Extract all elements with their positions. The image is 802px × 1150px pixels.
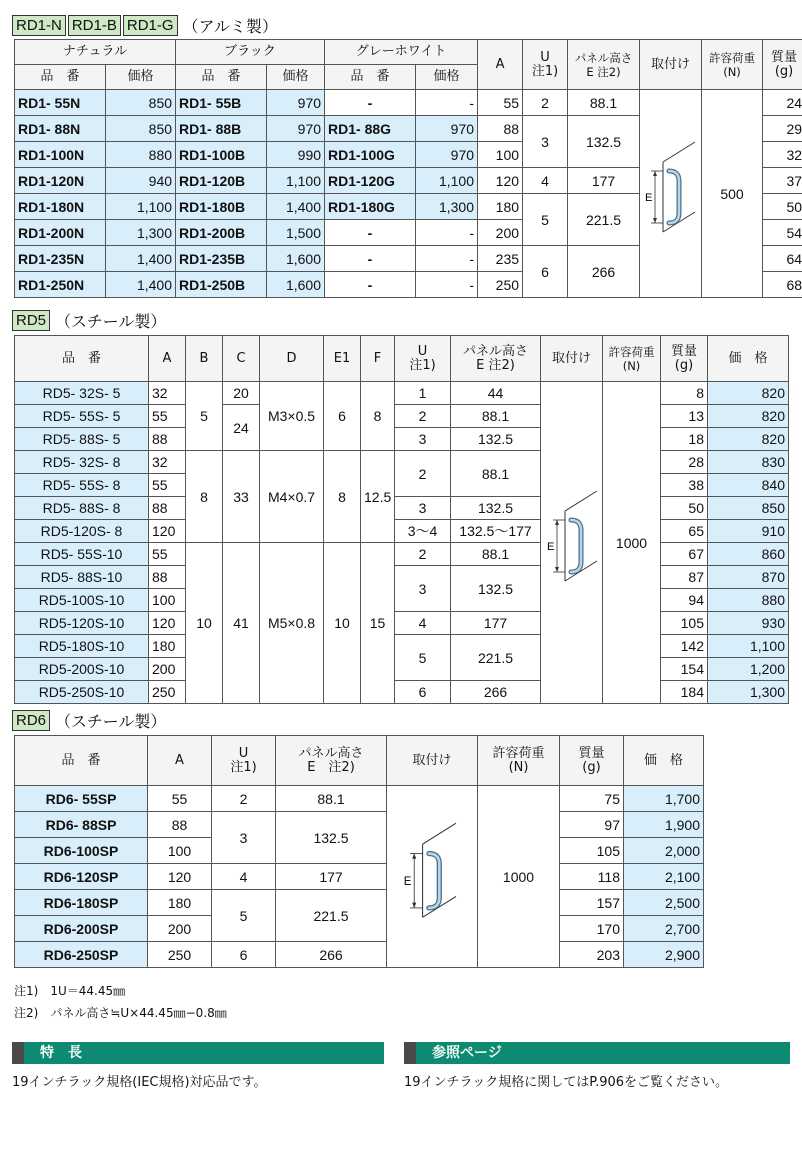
panel-height: 177 [451,612,541,635]
part-number: RD1- 55B [176,90,267,116]
footnote-1: 注1) 1U＝44.45㎜ [14,984,126,998]
features-heading: 特 長 [12,1042,384,1064]
dim-a: 55 [148,786,212,812]
part-number: RD1-100B [176,142,267,168]
material-label: （アルミ製） [182,16,278,36]
part-number: RD1-180B [176,194,267,220]
part-number: RD6-120SP [15,864,148,890]
panel-height: 88.1 [451,405,541,428]
dim-e1: 6 [324,382,361,451]
header-gray: グレーホワイト [325,40,478,65]
diagram-e-label: E [403,875,412,888]
table-row [15,90,802,116]
price: 1,600 [267,272,325,298]
features-text: 19インチラック規格(IEC規格)対応品です。 [12,1075,267,1090]
header-mass: 質量 (g) [560,736,624,786]
dim-a: 120 [148,864,212,890]
rd6-spec-table [14,735,704,968]
series-tag: RD6 [12,710,50,731]
part-number: RD1-120B [176,168,267,194]
dim-a: 32 [149,451,186,474]
diagram-e-label: E [645,192,653,204]
header-mass: 質量 (g) [763,40,802,90]
header-a: A [148,736,212,786]
panel-height: 177 [276,864,387,890]
dim-c: 20 [223,382,260,405]
panel-height: 88.1 [451,543,541,566]
price: 1,100 [267,168,325,194]
mass: 105 [661,612,708,635]
header-u: U 注1) [395,336,451,382]
mass: 184 [661,681,708,704]
header-f: F [361,336,395,382]
series-tag: RD1-N [12,15,66,36]
panel-height: 266 [276,942,387,968]
u-value: 3 [523,116,568,168]
u-value: 2 [395,451,451,497]
u-value: 6 [395,681,451,704]
price: 850 [708,497,789,520]
part-number: RD5- 88S-10 [15,566,149,589]
mass: 67 [661,543,708,566]
table-row [15,890,704,916]
price: 850 [106,90,176,116]
table-row [15,864,704,890]
price: 2,000 [624,838,704,864]
load-value: 1000 [478,786,560,968]
dim-a: 100 [148,838,212,864]
part-number: - [325,220,416,246]
table-row [15,405,789,428]
part-number: RD5- 88S- 8 [15,497,149,520]
part-number: RD1-235B [176,246,267,272]
part-number: RD5- 55S-10 [15,543,149,566]
mount-diagram-cell [541,382,603,704]
price: 2,900 [624,942,704,968]
dim-a: 100 [149,589,186,612]
diagram-e-label: E [547,541,555,553]
price: 1,300 [708,681,789,704]
price: 2,700 [624,916,704,942]
mass: 157 [560,890,624,916]
dim-a: 88 [149,566,186,589]
series-tag: RD1-G [123,15,178,36]
header-load: 許容荷重 (N) [478,736,560,786]
price: 870 [708,566,789,589]
load-value: 500 [702,90,763,298]
part-number: RD1- 55N [15,90,106,116]
price: 970 [267,116,325,142]
header-e1: E1 [324,336,361,382]
u-value: 5 [212,890,276,942]
header-mount: 取付け [541,336,603,382]
price: 880 [106,142,176,168]
part-number: RD1- 88G [325,116,416,142]
price: 940 [106,168,176,194]
price: 1,400 [267,194,325,220]
u-value: 3 [395,428,451,451]
panel-height: 132.5 [276,812,387,864]
table-row [15,566,789,589]
mass: 50 [763,194,802,220]
table-row [15,942,704,968]
price: 1,100 [106,194,176,220]
u-value: 4 [523,168,568,194]
panel-height: 88.1 [276,786,387,812]
price: 990 [267,142,325,168]
dim-a: 100 [478,142,523,168]
header-a: A [149,336,186,382]
header-mount: 取付け [640,40,702,90]
mount-diagram-cell [640,90,702,298]
u-value: 3 [212,812,276,864]
table-row [15,382,789,405]
dim-e1: 8 [324,451,361,543]
part-number: RD6- 55SP [15,786,148,812]
price: 1,300 [416,194,478,220]
price: 1,400 [106,272,176,298]
header-panel: パネル高さ E 注2) [451,336,541,382]
panel-height: 132.5 [451,497,541,520]
price: 830 [708,451,789,474]
header-black: ブラック [176,40,325,65]
dim-f: 8 [361,382,395,451]
u-value: 2 [395,543,451,566]
load-value: 1000 [603,382,661,704]
u-value: 6 [212,942,276,968]
table-row [15,612,789,635]
price: 820 [708,405,789,428]
panel-height: 221.5 [276,890,387,942]
price: 840 [708,474,789,497]
u-value: 6 [523,246,568,298]
mass: 68 [763,272,802,298]
header-price: 価 格 [708,336,789,382]
price: - [416,246,478,272]
dim-a: 200 [478,220,523,246]
header-part: 品 番 [15,736,148,786]
dim-a: 55 [149,405,186,428]
part-number: RD5- 32S- 8 [15,451,149,474]
reference-heading: 参照ページ [404,1042,790,1064]
dim-a: 250 [149,681,186,704]
header-part: 品 番 [176,65,267,90]
price: 850 [106,116,176,142]
u-value: 3 [395,497,451,520]
mass: 154 [661,658,708,681]
mass: 8 [661,382,708,405]
dim-d: M5×0.8 [260,543,324,704]
table-row [15,497,789,520]
part-number: RD5- 88S- 5 [15,428,149,451]
part-number: RD1-200B [176,220,267,246]
part-number: RD1-100G [325,142,416,168]
reference-text: 19インチラック規格に関してはP.906をご覧ください。 [404,1075,729,1090]
mass: 105 [560,838,624,864]
header-a: A [478,40,523,90]
rd5-spec-table [14,335,789,704]
header-b: B [186,336,223,382]
dim-a: 180 [148,890,212,916]
header-c: C [223,336,260,382]
dim-a: 55 [478,90,523,116]
mass: 97 [560,812,624,838]
panel-height: 221.5 [451,635,541,681]
mass: 65 [661,520,708,543]
header-price: 価格 [416,65,478,90]
mass: 118 [560,864,624,890]
dim-a: 120 [478,168,523,194]
dim-e1: 10 [324,543,361,704]
dim-b: 8 [186,451,223,543]
part-number: RD1- 88B [176,116,267,142]
dim-a: 120 [149,520,186,543]
header-natural: ナチュラル [15,40,176,65]
price: 880 [708,589,789,612]
series-tag: RD5 [12,310,50,331]
series-tag: RD1-B [68,15,121,36]
rd5-section-title [12,309,166,331]
header-mount: 取付け [387,736,478,786]
dim-a: 88 [478,116,523,142]
u-value: 4 [212,864,276,890]
panel-height: 132.5 [568,116,640,168]
mass: 142 [661,635,708,658]
mass: 18 [661,428,708,451]
mass: 28 [661,451,708,474]
mass: 29 [763,116,802,142]
panel-height: 266 [568,246,640,298]
header-price: 価格 [267,65,325,90]
part-number: RD6-250SP [15,942,148,968]
footnote-2: 注2) パネル高さ≒U×44.45㎜−0.8㎜ [14,1006,227,1020]
part-number: RD5- 55S- 8 [15,474,149,497]
part-number: RD1-100N [15,142,106,168]
part-number: RD1-200N [15,220,106,246]
dim-b: 5 [186,382,223,451]
mass: 54 [763,220,802,246]
mass: 38 [661,474,708,497]
dim-a: 32 [149,382,186,405]
price: 1,400 [106,246,176,272]
mass: 170 [560,916,624,942]
part-number: RD6-100SP [15,838,148,864]
dim-a: 250 [478,272,523,298]
mass: 50 [661,497,708,520]
rd6-section-title [12,709,166,731]
table-row [15,520,789,543]
header-price: 価 格 [624,736,704,786]
part-number: RD1- 88N [15,116,106,142]
mass: 87 [661,566,708,589]
panel-height: 266 [451,681,541,704]
price: 1,900 [624,812,704,838]
u-value: 2 [395,405,451,428]
price: 1,100 [708,635,789,658]
part-number: - [325,246,416,272]
dim-a: 55 [149,543,186,566]
u-value: 2 [212,786,276,812]
mass: 64 [763,246,802,272]
u-value: 2 [523,90,568,116]
price: 970 [416,142,478,168]
price: - [416,220,478,246]
part-number: RD5-250S-10 [15,681,149,704]
dim-c: 33 [223,451,260,543]
header-part: 品 番 [15,336,149,382]
price: 820 [708,428,789,451]
header-panel: パネル高さ E 注2) [568,40,640,90]
panel-height: 221.5 [568,194,640,246]
u-value: 3 [395,566,451,612]
material-label: （スチール製） [55,711,167,731]
price: 2,100 [624,864,704,890]
part-number: RD1-235N [15,246,106,272]
handle-mount-diagram [401,818,463,933]
part-number: RD5- 32S- 5 [15,382,149,405]
header-load: 許容荷重 (N) [702,40,763,90]
price: 930 [708,612,789,635]
dim-a: 55 [149,474,186,497]
u-value: 1 [395,382,451,405]
panel-height: 88.1 [451,451,541,497]
part-number: RD1-250B [176,272,267,298]
price: 1,300 [106,220,176,246]
dim-a: 88 [148,812,212,838]
u-value: 3～4 [395,520,451,543]
price: 1,700 [624,786,704,812]
table-row [15,428,789,451]
dim-a: 120 [149,612,186,635]
dim-d: M4×0.7 [260,451,324,543]
footnotes [14,980,227,1024]
mass: 13 [661,405,708,428]
mass: 203 [560,942,624,968]
price: 860 [708,543,789,566]
header-panel: パネル高さ E 注2) [276,736,387,786]
part-number: RD6- 88SP [15,812,148,838]
part-number: RD5- 55S- 5 [15,405,149,428]
table-row [15,635,789,658]
part-number: RD1-180G [325,194,416,220]
price: 970 [416,116,478,142]
part-number: RD5-180S-10 [15,635,149,658]
table-row [15,786,704,812]
panel-height: 132.5 [451,428,541,451]
panel-height: 44 [451,382,541,405]
dim-a: 235 [478,246,523,272]
dim-a: 250 [148,942,212,968]
part-number: RD1-120N [15,168,106,194]
part-number: - [325,272,416,298]
part-number: RD5-120S-10 [15,612,149,635]
dim-f: 15 [361,543,395,704]
header-u: U 注1) [523,40,568,90]
part-number: RD5-100S-10 [15,589,149,612]
u-value: 4 [395,612,451,635]
dim-a: 180 [149,635,186,658]
dim-a: 200 [149,658,186,681]
dim-a: 88 [149,428,186,451]
handle-mount-diagram [544,486,603,596]
header-part: 品 番 [15,65,106,90]
mass: 32 [763,142,802,168]
panel-height: 88.1 [568,90,640,116]
price: 910 [708,520,789,543]
u-value: 5 [395,635,451,681]
part-number: RD6-200SP [15,916,148,942]
header-mass: 質量 (g) [661,336,708,382]
dim-a: 88 [149,497,186,520]
table-row [15,543,789,566]
part-number: RD1-180N [15,194,106,220]
table-row [15,812,704,838]
dim-d: M3×0.5 [260,382,324,451]
header-u: U 注1) [212,736,276,786]
header-part: 品 番 [325,65,416,90]
price: 1,200 [708,658,789,681]
header-load: 許容荷重 (N) [603,336,661,382]
price: 970 [267,90,325,116]
part-number: RD6-180SP [15,890,148,916]
handle-mount-diagram [643,137,701,247]
price: - [416,90,478,116]
dim-a: 200 [148,916,212,942]
part-number: RD1-250N [15,272,106,298]
mount-diagram-cell [387,786,478,968]
dim-b: 10 [186,543,223,704]
price: 1,600 [267,246,325,272]
part-number: - [325,90,416,116]
dim-f: 12.5 [361,451,395,543]
panel-height: 132.5 [451,566,541,612]
header-d: D [260,336,324,382]
rd1-spec-table [14,39,802,298]
price: 820 [708,382,789,405]
mass: 24 [763,90,802,116]
mass: 94 [661,589,708,612]
material-label: （スチール製） [55,311,167,331]
rd1-section-title [12,14,278,36]
dim-a: 180 [478,194,523,220]
part-number: RD5-200S-10 [15,658,149,681]
header-price: 価格 [106,65,176,90]
price: 2,500 [624,890,704,916]
table-row [15,451,789,474]
panel-height: 132.5～177 [451,520,541,543]
u-value: 5 [523,194,568,246]
dim-c: 41 [223,543,260,704]
panel-height: 177 [568,168,640,194]
dim-c: 24 [223,405,260,451]
part-number: RD1-120G [325,168,416,194]
price: 1,100 [416,168,478,194]
part-number: RD5-120S- 8 [15,520,149,543]
mass: 37 [763,168,802,194]
price: - [416,272,478,298]
mass: 75 [560,786,624,812]
table-row [15,681,789,704]
price: 1,500 [267,220,325,246]
